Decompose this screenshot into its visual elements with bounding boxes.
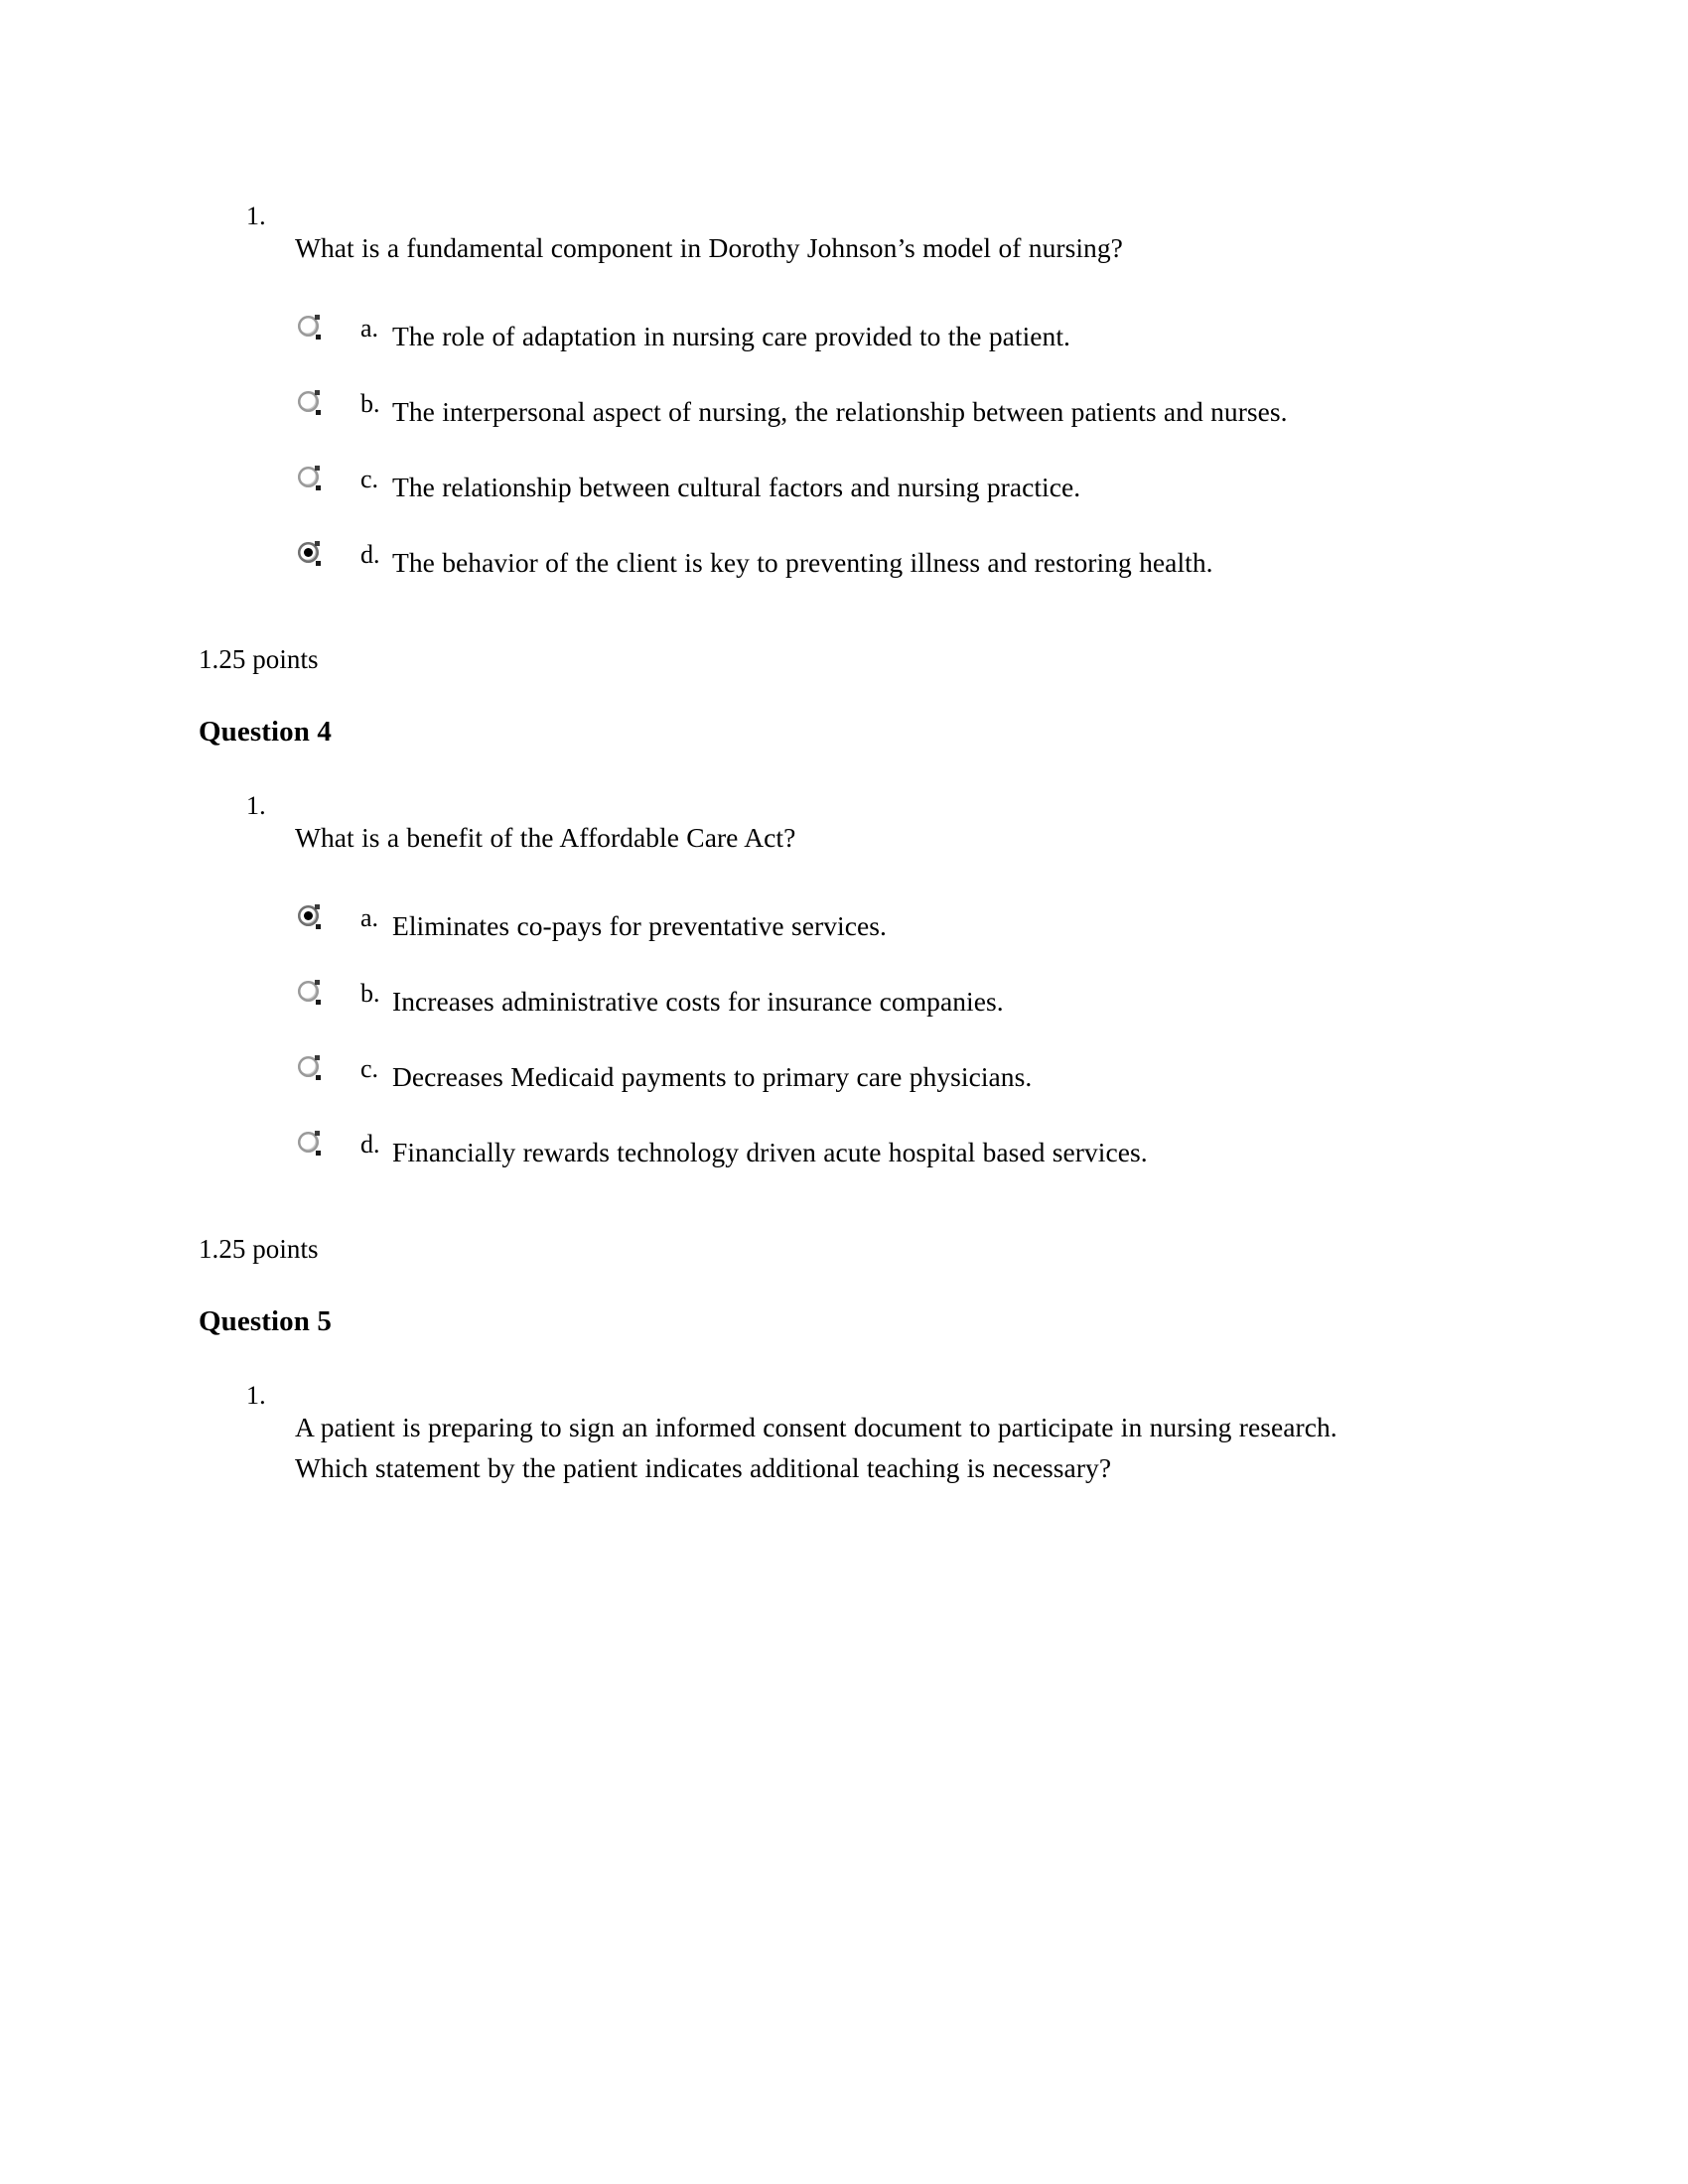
points-label: 1.25 points [199, 644, 319, 674]
points-bottom-gap [0, 677, 1688, 713]
option-text: The role of adaptation in nursing care provided to the patient. [392, 321, 1070, 351]
answer-option[interactable] [0, 312, 1688, 353]
question-stem-row [0, 788, 1688, 858]
question-heading: Question 4 [199, 716, 332, 748]
points-label: 1.25 points [199, 1234, 319, 1264]
list-number: 1. [246, 1381, 266, 1410]
answer-option[interactable] [0, 463, 1688, 504]
option-text: The interpersonal aspect of nursing, the relationship between patients and nurses. [392, 396, 1288, 427]
answer-option[interactable] [0, 901, 1688, 943]
option-gap [392, 463, 1688, 471]
option-gap [392, 901, 1688, 909]
options-top-gap [0, 858, 1688, 901]
question-stem-row [0, 1378, 1688, 1488]
question-stem-text: A patient is preparing to sign an informed consent document to participate in nursing research. Which statement by the patient indicates additional teaching is necessary? [295, 1412, 1337, 1483]
radio-button-selected-icon[interactable] [298, 905, 319, 926]
radio-button-unselected-icon[interactable] [298, 316, 319, 337]
answer-options [0, 312, 1688, 580]
answer-option[interactable] [0, 1052, 1688, 1094]
stem-gap [295, 199, 1688, 227]
radio-dot [304, 548, 313, 557]
answer-options [0, 901, 1688, 1169]
question-block [0, 1378, 1688, 1488]
option-text: Decreases Medicaid payments to primary care physicians. [392, 1061, 1033, 1092]
option-gap [392, 538, 1688, 546]
option-gap [392, 387, 1688, 395]
option-letter: a. [360, 314, 379, 342]
option-text: Increases administrative costs for insurance companies. [392, 986, 1004, 1017]
question-block [0, 788, 1688, 1231]
top-margin [0, 0, 1688, 199]
stem-gap [295, 788, 1688, 817]
option-text: Eliminates co-pays for preventative services. [392, 910, 887, 941]
answer-option[interactable] [0, 387, 1688, 429]
option-gap [392, 312, 1688, 320]
radio-button-unselected-icon[interactable] [298, 1132, 319, 1153]
option-gap [392, 977, 1688, 985]
radio-button-unselected-icon[interactable] [298, 981, 319, 1002]
question-heading: Question 5 [199, 1305, 332, 1337]
radio-dot [304, 911, 313, 920]
option-letter: b. [360, 979, 380, 1008]
radio-button-unselected-icon[interactable] [298, 391, 319, 412]
radio-button-selected-icon[interactable] [298, 542, 319, 563]
option-letter: d. [360, 1130, 380, 1159]
option-letter: c. [360, 465, 379, 493]
option-letter: c. [360, 1054, 379, 1083]
answer-option[interactable] [0, 1128, 1688, 1169]
option-text: Financially rewards technology driven acute hospital based services. [392, 1137, 1148, 1167]
heading-bottom-gap [0, 751, 1688, 788]
question-stem-row [0, 199, 1688, 268]
option-text: The relationship between cultural factors and nursing practice. [392, 472, 1081, 502]
option-text: The behavior of the client is key to preventing illness and restoring health. [392, 547, 1213, 578]
stem-gap [295, 1378, 1688, 1407]
options-bottom-gap [0, 1169, 1688, 1231]
option-letter: b. [360, 389, 380, 418]
question-stem-text: What is a benefit of the Affordable Care Act? [295, 822, 796, 853]
radio-button-unselected-icon[interactable] [298, 1056, 319, 1077]
list-number: 1. [246, 202, 266, 230]
list-number: 1. [246, 791, 266, 820]
options-bottom-gap [0, 580, 1688, 641]
question-stem-text: What is a fundamental component in Dorothy Johnson’s model of nursing? [295, 232, 1123, 263]
points-bottom-gap [0, 1267, 1688, 1302]
option-gap [392, 1128, 1688, 1136]
heading-bottom-gap [0, 1340, 1688, 1378]
answer-option[interactable] [0, 538, 1688, 580]
question-block [0, 199, 1688, 641]
answer-option[interactable] [0, 977, 1688, 1019]
option-letter: a. [360, 903, 379, 932]
options-top-gap [0, 268, 1688, 312]
option-letter: d. [360, 540, 380, 569]
radio-button-unselected-icon[interactable] [298, 467, 319, 487]
option-gap [392, 1052, 1688, 1060]
